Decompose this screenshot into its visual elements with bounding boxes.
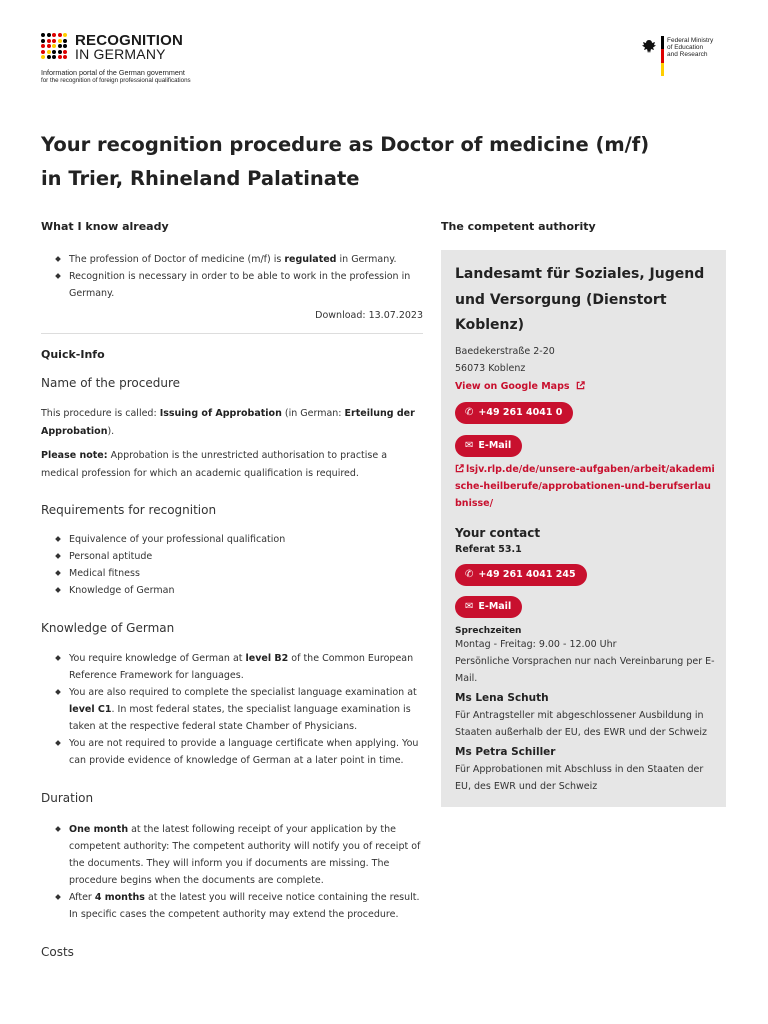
costs-heading: Costs	[41, 945, 74, 959]
logo-dot	[63, 44, 67, 48]
note-text: Please note: Approbation is the unrestricted authorisation to practise a medical profession for which an academic qualification is required.	[41, 450, 388, 479]
hours-label: Sprechzeiten	[455, 625, 522, 636]
logo-tagline-2: for the recognition of foreign professional qualifications	[41, 77, 191, 84]
divider	[41, 333, 423, 334]
external-link-icon	[455, 464, 464, 473]
list-item: Equivalence of your professional qualification	[41, 531, 423, 548]
logo-dot	[52, 55, 56, 59]
logo-dot	[47, 33, 51, 37]
phone-icon: ✆	[465, 568, 474, 580]
list-item: You require knowledge of German at level B2 of the Common European Reference Framework for languages.	[41, 650, 423, 684]
authority-city: 56073 Koblenz	[455, 363, 526, 374]
logo-dot	[41, 39, 45, 43]
logo-subtitle: IN GERMANY	[75, 46, 166, 62]
logo-dot	[63, 50, 67, 54]
download-date: Download: 13.07.2023	[315, 310, 423, 321]
logo-dot	[58, 44, 62, 48]
logo-dot	[52, 44, 56, 48]
logo-dot	[52, 39, 56, 43]
requirements-list	[41, 531, 423, 599]
authority-email-button[interactable]: ✉ E-Mail	[455, 435, 522, 457]
logo-tagline: Information portal of the German government	[41, 68, 185, 77]
logo-dot	[52, 33, 56, 37]
list-item: The profession of Doctor of medicine (m/f) is regulated in Germany.	[41, 251, 423, 268]
logo-dot	[41, 33, 45, 37]
hours-note: Persönliche Vorsprachen nur nach Vereinbarung per E-Mail.	[455, 655, 715, 684]
authority-name: Landesamt für Soziales, Jugend und Versorgung (Dienstort Koblenz)	[455, 266, 705, 333]
authority-street: Baedekerstraße 2-20	[455, 345, 555, 357]
logo-dots-icon	[41, 33, 68, 60]
person-description: Für Approbationen mit Abschluss in den Staaten der EU, des EWR und der Schweiz	[455, 763, 704, 792]
logo-dot	[47, 39, 51, 43]
logo-dot	[41, 50, 45, 54]
logo-dot	[58, 50, 62, 54]
list-item: Medical fitness	[41, 565, 423, 582]
contact-email-button[interactable]: ✉ E-Mail	[455, 596, 522, 618]
authority-phone-button[interactable]: ✆ +49 261 4041 0	[455, 402, 573, 424]
list-item: You are also required to complete the specialist language examination at level C1. In most federal states, the specialist language examination is taken at the respective federal state Chamber of Physicians.	[41, 684, 423, 735]
ministry-name: Federal Ministry of Education and Research	[667, 37, 714, 58]
german-list	[41, 650, 423, 769]
person-name: Ms Petra Schiller	[455, 745, 556, 758]
federal-eagle-icon	[640, 38, 658, 56]
google-maps-link[interactable]: View on Google Maps	[455, 378, 717, 395]
logo-dot	[47, 50, 51, 54]
logo-dot	[63, 39, 67, 43]
know-list	[41, 251, 423, 302]
logo-dot	[58, 33, 62, 37]
list-item: After 4 months at the latest you will receive notice containing the result. In specific cases the competent authority may extend the procedure.	[41, 889, 423, 923]
duration-heading: Duration	[41, 791, 94, 805]
contact-phone-button[interactable]: ✆ +49 261 4041 245	[455, 564, 587, 586]
quick-info-heading: Quick-Info	[41, 348, 105, 361]
page-title: Your recognition procedure as Doctor of medicine (m/f) in Trier, Rhineland Palatinate	[41, 133, 650, 190]
mail-icon: ✉	[465, 439, 474, 451]
external-link-icon	[576, 381, 585, 390]
contact-unit: Referat 53.1	[455, 543, 522, 555]
logo-dot	[47, 44, 51, 48]
list-item: Personal aptitude	[41, 548, 423, 565]
logo-dot	[63, 33, 67, 37]
website-link[interactable]: lsjv.rlp.de/de/unsere-aufgaben/arbeit/akademische-heilberufe/approbationen-und-berufserlaubnisse/	[455, 463, 715, 509]
logo-dot	[47, 55, 51, 59]
logo-dot	[41, 55, 45, 59]
requirements-heading: Requirements for recognition	[41, 503, 217, 517]
logo-dot	[52, 50, 56, 54]
list-item: One month at the latest following receipt of your application by the competent authority: The competent authority will notify you of receipt of the documents. They will inform you if documents are missing. The procedure begins when the documents are complete.	[41, 821, 423, 889]
procedure-name-text: This procedure is called: Issuing of Approbation (in German: Erteilung der Approbation).	[41, 408, 415, 437]
know-heading: What I know already	[41, 220, 169, 233]
person-name: Ms Lena Schuth	[455, 691, 549, 704]
logo-dot	[63, 55, 67, 59]
phone-icon: ✆	[465, 406, 474, 418]
hours-text: Montag - Freitag: 9.00 - 12.00 Uhr	[455, 638, 617, 650]
person-description: Für Antragsteller mit abgeschlossener Ausbildung in Staaten außerhalb der EU, des EWR und der Schweiz	[455, 709, 708, 738]
procedure-name-heading: Name of the procedure	[41, 376, 180, 390]
list-item: Knowledge of German	[41, 582, 423, 599]
logo-dot	[58, 39, 62, 43]
logo-title: RECOGNITION	[75, 32, 184, 49]
german-heading: Knowledge of German	[41, 621, 175, 635]
list-item: Recognition is necessary in order to be able to work in the profession in Germany.	[41, 268, 423, 302]
mail-icon: ✉	[465, 600, 474, 612]
logo-dot	[58, 55, 62, 59]
authority-label: The competent authority	[441, 220, 596, 233]
main-content	[41, 220, 423, 959]
german-flag-bar	[661, 36, 664, 76]
contact-heading: Your contact	[455, 525, 541, 540]
list-item: You are not required to provide a language certificate when applying. You can provide evidence of knowledge of German at a later point in time.	[41, 735, 423, 769]
duration-list	[41, 821, 423, 923]
authority-card	[441, 250, 726, 807]
logo-dot	[41, 44, 45, 48]
ministry-logo[interactable]	[640, 36, 740, 78]
